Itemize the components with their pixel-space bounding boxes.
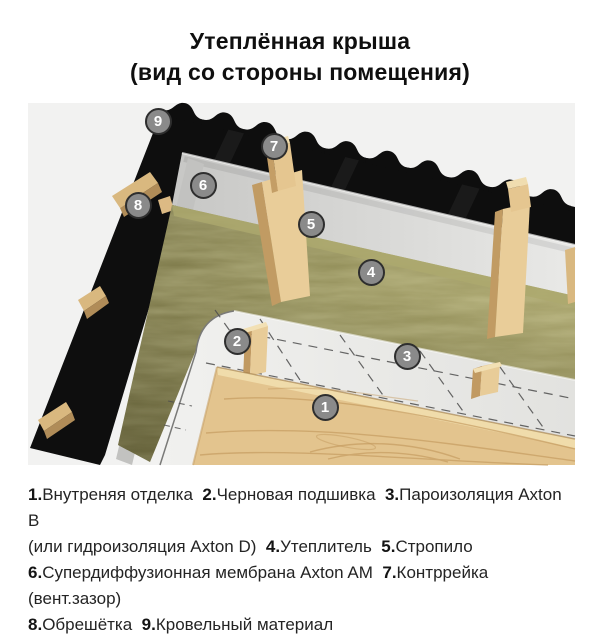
legend-line: 1.Внутреняя отделка 2.Черновая подшивка 3.Пароизоляция Axton B (28, 485, 567, 530)
callout-2: 2 (224, 328, 251, 355)
callout-7: 7 (261, 133, 288, 160)
callout-8: 8 (125, 192, 152, 219)
callout-9: 9 (145, 108, 172, 135)
legend (28, 482, 576, 638)
callout-3: 3 (394, 343, 421, 370)
page-title (0, 26, 600, 88)
roof-diagram (28, 103, 575, 465)
roof-illustration (28, 103, 575, 465)
legend-line: 8.Обрешётка 9.Кровельный материал (28, 615, 334, 634)
callout-1: 1 (312, 394, 339, 421)
legend-line: (или гидроизоляция Axton D) 4.Утеплитель 5.Стропило (28, 537, 473, 556)
title-line-2: (вид со стороны помещения) (130, 59, 470, 85)
callout-5: 5 (298, 211, 325, 238)
callout-4: 4 (358, 259, 385, 286)
legend-line: 6.Супердиффузионная мембрана Axton AM 7.Контррейка (вент.зазор) (28, 563, 493, 608)
callout-6: 6 (190, 172, 217, 199)
title-line-1: Утеплённая крыша (189, 28, 411, 54)
